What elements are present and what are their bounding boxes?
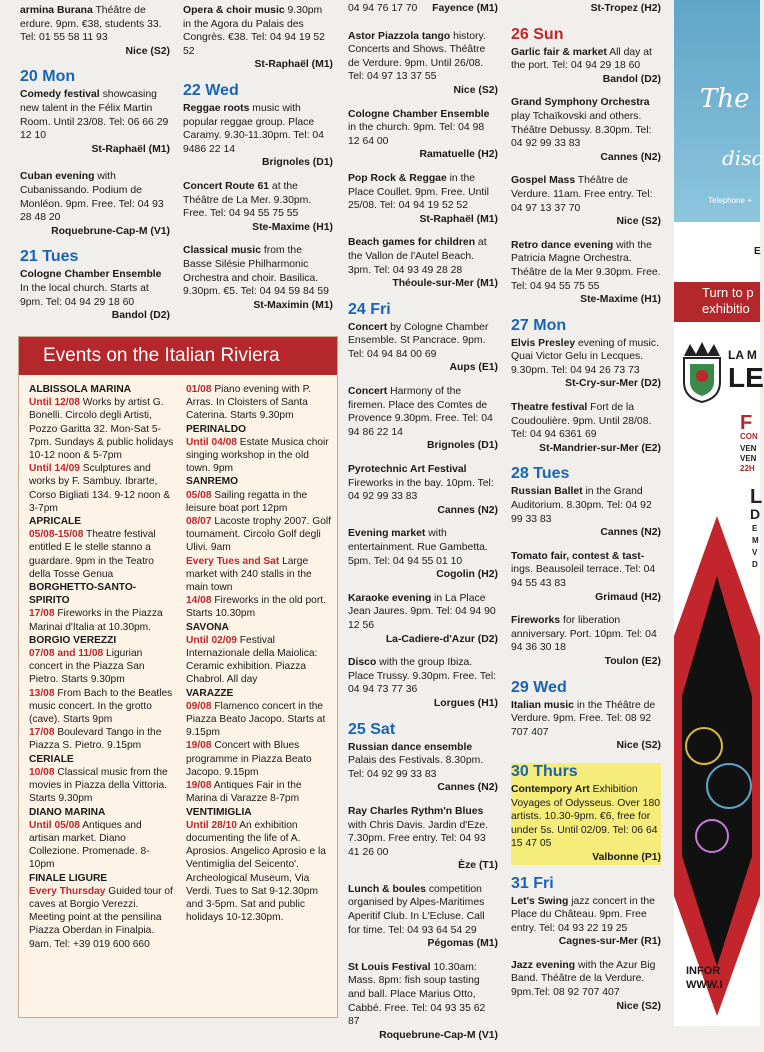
events-column-4: St-Tropez (H2) 26 Sun Garlic fair & market All day at the port. Tel: 04 94 29 18 60 Bandol (D2) Grand Symphony Orchestra play Tchaïkovski and others. Théâtre Debussy. 8.30pm. Tel: 04 92 99 33 83 Cannes (N2) Gospel Mass Théâtre de Verdure. 11am. Free entry. Tel: 04 97 13 37 70 Nice (S2) Retro dance evening with the Patricia Magne Orchestra. Théâtre de la Mer 9.30pm. Free. Tel: 04 94 55 75 55 Ste-Maxime (H1) 27 Mon Elvis Presley evening of music. Quai Victor Gelu in Lecques. 9.30pm. Tel: 04 94 26 73 73 St-Cry-sur-Mer (D2) Theatre festival Fort de la Coudoulière. 9pm. Until 28/08. Tel: 04 94 6361 69 St-Mandrier-sur-Mer (E2) 28 Tues Russian Ballet in the Grand Auditorium. 8.30pm. Tel: 04 92 99 33 83 Cannes (N2) Tomato fair, contest & tast-ings. Beausoleil terrace. Tel: 04 94 55 43 83 Grimaud (H2) Fireworks for liberation anniversary. Port. 10pm. Tel: 04 94 36 30 18 Toulon (E2) 29 Wed Italian music in the Théâtre de Verdure. 9pm. Free. Tel: 08 92 707 407 Nice (S2) 30 Thurs Contempory Art Exhibition Voyages of Odysseus. Over 180 artists. 10.30-9pm. €6, free for under 5s. Until 02/09. Tel: 06 64 15 47 05 Valbonne (P1) 31 Fri Let's Swing jazz concert in the Place du Château. 9pm. Free entry. Tel: 04 93 22 19 25 Cagnes-sur-Mer (R1) Jazz evening with the Azur Big Band. Théâtre de la Verdure. 9pm.Tel: 08 92 707 407 Nice (S2) bbox=[511, 3, 661, 1012]
lm-advert: LA M LE F CON VEN VEN 22H L D E M V D INFOR WWW.I bbox=[674, 336, 760, 1026]
event-item: 04 94 76 17 70 Fayence (M1) bbox=[348, 3, 498, 14]
highlighted-event bbox=[511, 763, 661, 865]
italian-column-1: ALBISSOLA MARINA Until 12/08 Works by artist G. Bonelli. Circolo degli Artisti, Pozzo Garitta 32. Mon-Sat 5-7pm. Sundays & public holidays 10-12 noon & 5-7pm Until 14/09 Sculptures and works by F. Sambuy. Ibrarte, Corso Bigliati 134. 9-12 noon & 3-7pm APRICALE 05/08-15/08 Theatre festival entitled E le stelle stanno a guardare. 9pm in the Teatro della Tosse Genua BORGHETTO-SANTO-SPIRITO 17/08 Fireworks in the Piazza Marinai d'Italia at 10.30pm. BORGIO VEREZZI 07/08 and 11/08 Ligurian concert in the Piazza San Pietro. Starts 9.30pm 13/08 From Bach to the Beatles music concert. In the grotto (cave). Starts 9pm 17/08 Boulevard Tango in the Piazza S. Pietro. 9.15pm CERIALE 10/08 Classical music from the movies in Piazza della Vittoria. Starts 9.30pm DIANO MARINA Until 05/08 Antiques and artisan market. Diano Collezione. Promenade. 8-10pm FINALE LIGURE Every Thursday Guided tour of caves at Borgio Verezzi. Meeting point at the pensilina Piazza Oberdan in Finalpia. 9am. Tel: +39 019 600 660 bbox=[29, 384, 174, 950]
date-heading: 28 Tues bbox=[511, 465, 570, 483]
date-heading: 30 Thurs bbox=[511, 762, 578, 780]
date-heading: 31 Fri bbox=[511, 874, 554, 892]
event-item: Cologne Chamber Ensemble In the local church. Starts at 9pm. Tel: 04 94 29 18 60 Bandol (D2) bbox=[20, 269, 170, 322]
event-item: Cuban evening with Cubanissando. Podium de Monléon. 9pm. Free. Tel: 04 93 28 48 20 Roquebrune-Cap-M (V1) bbox=[20, 171, 170, 237]
event-location: Nice (S2) bbox=[125, 45, 170, 57]
italian-riviera-title: Events on the Italian Riviera bbox=[19, 337, 337, 375]
event-item: Karaoke evening in La Place Jean Jaures. 9pm. Tel: 04 94 90 12 56 La-Cadiere-d'Azur (D2) bbox=[348, 592, 498, 645]
event-item: Beach games for children at the Vallon de l'Autel Beach. 3pm. Tel: 04 93 49 28 28 Théoule-sur-Mer (M1) bbox=[348, 237, 498, 290]
event-item: Comedy festival showcasing new talent in the Félix Martin Room. Until 23/08. Tel: 06 66 29 12 10 St-Raphaël (M1) bbox=[20, 89, 170, 155]
event-item: Astor Piazzola tango history. Concerts and Shows. Théâtre de Verdure. 9pm. Until 26/08. Tel: 04 97 13 37 55 Nice (S2) bbox=[348, 30, 498, 96]
date-heading: 24 Fri bbox=[348, 300, 391, 318]
turn-to-banner: Turn to p exhibitio bbox=[674, 282, 760, 322]
fireworks-diamond-graphic bbox=[674, 516, 760, 1036]
event-item: Cologne Chamber Ensemble in the church. 9pm. Tel: 04 98 12 64 00 Ramatuelle (H2) bbox=[348, 108, 498, 161]
event-item: Pop Rock & Reggae in the Place Coullet. 9pm. Free. Until 25/08. Tel: 04 94 19 52 52 St-Raphaël (M1) bbox=[348, 172, 498, 225]
event-item: Classical music from the Basse Silésie Philharmonic Orchestra and choir. Basilica. 9.30pm. €5. Tel: 04 94 59 84 59 St-Maximin (M1) bbox=[183, 245, 333, 311]
event-item: Contempory Art Exhibition Voyages of Odysseus. Over 180 artists. 10.30-9pm. €6, free for under 5s. Until 02/09. Tel: 06 64 15 47 05 Valbonne (P1) bbox=[511, 783, 661, 863]
event-name: armina Burana bbox=[20, 5, 93, 16]
event-item: Tomato fair, contest & tast-ings. Beausoleil terrace. Tel: 04 94 55 43 83 Grimaud (H2) bbox=[511, 550, 661, 603]
italian-riviera-box bbox=[18, 336, 338, 1018]
events-column-2 bbox=[183, 0, 333, 322]
date-heading: 22 Wed bbox=[183, 81, 239, 99]
event-item: Pyrotechnic Art Festival Fireworks in the bay. 10pm. Tel: 04 92 99 33 83 Cannes (N2) bbox=[348, 464, 498, 516]
event-item: Opera & choir music 9.30pm in the Agora du Palais des Congrès. €38. Tel: 04 94 19 52 52 St-Raphaël (M1) bbox=[183, 5, 333, 71]
event-item: Russian Ballet in the Grand Auditorium. 8.30pm. Tel: 04 92 99 33 83 Cannes (N2) bbox=[511, 486, 661, 539]
info-text: INFOR WWW.I bbox=[686, 965, 723, 991]
events-column-1 bbox=[20, 0, 170, 333]
event-item: Retro dance evening with the Patricia Magne Orchestra. Théâtre de la Mer 9.30pm. Free. Tel: 04 94 55 75 55 Ste-Maxime (H1) bbox=[511, 239, 661, 306]
event-item: Disco with the group Ibiza. Place Trussy. 9.30pm. Free. Tel: 04 94 73 77 36 Lorgues (H1) bbox=[348, 657, 498, 709]
date-heading: 25 Sat bbox=[348, 720, 396, 738]
photo-advert: The disc Telephone + bbox=[674, 0, 760, 222]
event-item: Fireworks for liberation anniversary. Port. 10pm. Tel: 04 94 36 30 18 Toulon (E2) bbox=[511, 615, 661, 667]
event-item: Concert by Cologne Chamber Ensemble. St Pancrace. 9pm. Tel: 04 94 84 00 69 Aups (E1) bbox=[348, 321, 498, 374]
event-item: Concert Route 61 at the Théâtre de La Mer. 9.30pm. Free. Tel: 04 94 55 75 55 Ste-Maxime (H1) bbox=[183, 180, 333, 233]
event-item: Garlic fair & market All day at the port. Tel: 04 94 29 18 60 Bandol (D2) bbox=[511, 46, 661, 85]
event-item: Evening market with entertainment. Rue Gambetta. 5pm. Tel: 04 94 55 01 10 Cogolin (H2) bbox=[348, 528, 498, 581]
date-heading: 27 Mon bbox=[511, 316, 567, 334]
event-item: Concert Harmony of the firemen. Place des Comtes de Provence 9.30pm. Free. Tel: 04 94 86 22 14 Brignoles (D1) bbox=[348, 386, 498, 452]
event-item: Elvis Presley evening of music. Quai Victor Gelu in Lecques. 9.30pm. Tel: 04 94 26 73 73 St-Cry-sur-Mer (D2) bbox=[511, 337, 661, 390]
event-item: Lunch & boules competition organised by Alpes-Maritimes Aperitif Club. In L'Ecluse. Call for time. Tel: 04 93 64 54 29 Pégomas (M1) bbox=[348, 883, 498, 950]
event-item: armina Burana Théâtre de erdure. 9pm. €38, students 33. Tel: 01 55 58 11 93 Nice (S2) bbox=[20, 5, 170, 57]
event-item: Let's Swing jazz concert in the Place du Château. 9pm. Free entry. Tel: 04 93 22 19 25 Cagnes-sur-Mer (R1) bbox=[511, 895, 661, 948]
date-heading: 20 Mon bbox=[20, 68, 76, 86]
date-heading: 21 Tues bbox=[20, 248, 79, 266]
events-column-3 bbox=[348, 0, 498, 1052]
italian-column-2: 01/08 Piano evening with P. Arras. In Cloisters of Santa Caterina. Starts 9.30pm PERINALDO Until 04/08 Estate Musica choir singing workshop in the old town. 9pm SANREMO 05/08 Sailing regatta in the leisure boat port 12pm 08/07 Lacoste trophy 2007. Golf tournament. Circolo Golf degli Ulivi. 9am Every Tues and Sat Large market with 240 stalls in the main town 14/08 Fireworks in the old port. Starts 10.30pm SAVONA Until 02/09 Festival Internazionale della Maiolica: Ceramic exhibition. Piazza Chabrol. All day VARAZZE 09/08 Flamenco concert in the Piazza Beato Jacopo. Starts at 9.15pm 19/08 Concert with Blues programme in Piazza Beato Jacopo. 9.15pm 19/08 Antiques Fair in the Marina di Varazze 8-7pm VENTIMIGLIA Until 28/10 An exhibition documenting the life of A. Aprosios. Angelico Aprosio e la Ventimiglia del Seicento'. Archeological Museum, Via Verdi. Tues to Sat 9-12.30pm and 3-5pm. Sat and public holidays 10-12.30pm. bbox=[186, 384, 331, 924]
side-advert-strip: The disc Telephone + E Turn to p exhibitio LA M LE F CON VEN VEN 22H L D E M V D INFOR WWW.I bbox=[674, 0, 760, 1024]
date-heading: 29 Wed bbox=[511, 678, 567, 696]
event-item: Grand Symphony Orchestra play Tchaïkovski and others. Théâtre Debussy. 8.30pm. Tel: 04 92 99 33 83 Cannes (N2) bbox=[511, 97, 661, 163]
event-item: Reggae roots music with popular reggae group. Place Caramy. 9.30-11.30pm. Tel: 04 9486 22 14 Brignoles (D1) bbox=[183, 102, 333, 169]
crown-shield-icon bbox=[680, 342, 724, 404]
date-heading: 26 Sun bbox=[511, 25, 564, 43]
event-item: Russian dance ensemble Palais des Festivals. 8.30pm. Tel: 04 92 99 33 83 Cannes (N2) bbox=[348, 741, 498, 794]
event-item: Jazz evening with the Azur Big Band. Théâtre de la Verdure. 9pm.Tel: 08 92 707 407 Nice (S2) bbox=[511, 959, 661, 1012]
event-item: Gospel Mass Théâtre de Verdure. 11am. Free entry. Tel: 04 97 13 37 70 Nice (S2) bbox=[511, 175, 661, 228]
event-item: Italian music in the Théâtre de Verdure. 9pm. Free. Tel: 08 92 707 407 Nice (S2) bbox=[511, 699, 661, 752]
event-item: Ray Charles Rythm'n Blues with Chris Davis. Jardin d'Eze. 7.30pm. Free entry. Tel: 04 93 41 26 00 Èze (T1) bbox=[348, 805, 498, 872]
event-item: St Louis Festival 10.30am: Mass. 8pm: fish soup tasting and ball. Place Marius Otto, Cabbé. Free. Tel: 04 93 35 62 87 Roquebrune-Cap-M (V1) bbox=[348, 961, 498, 1041]
event-item: Theatre festival Fort de la Coudoulière. 9pm. Until 28/08. Tel: 04 94 6361 69 St-Mandrier-sur-Mer (E2) bbox=[511, 402, 661, 454]
